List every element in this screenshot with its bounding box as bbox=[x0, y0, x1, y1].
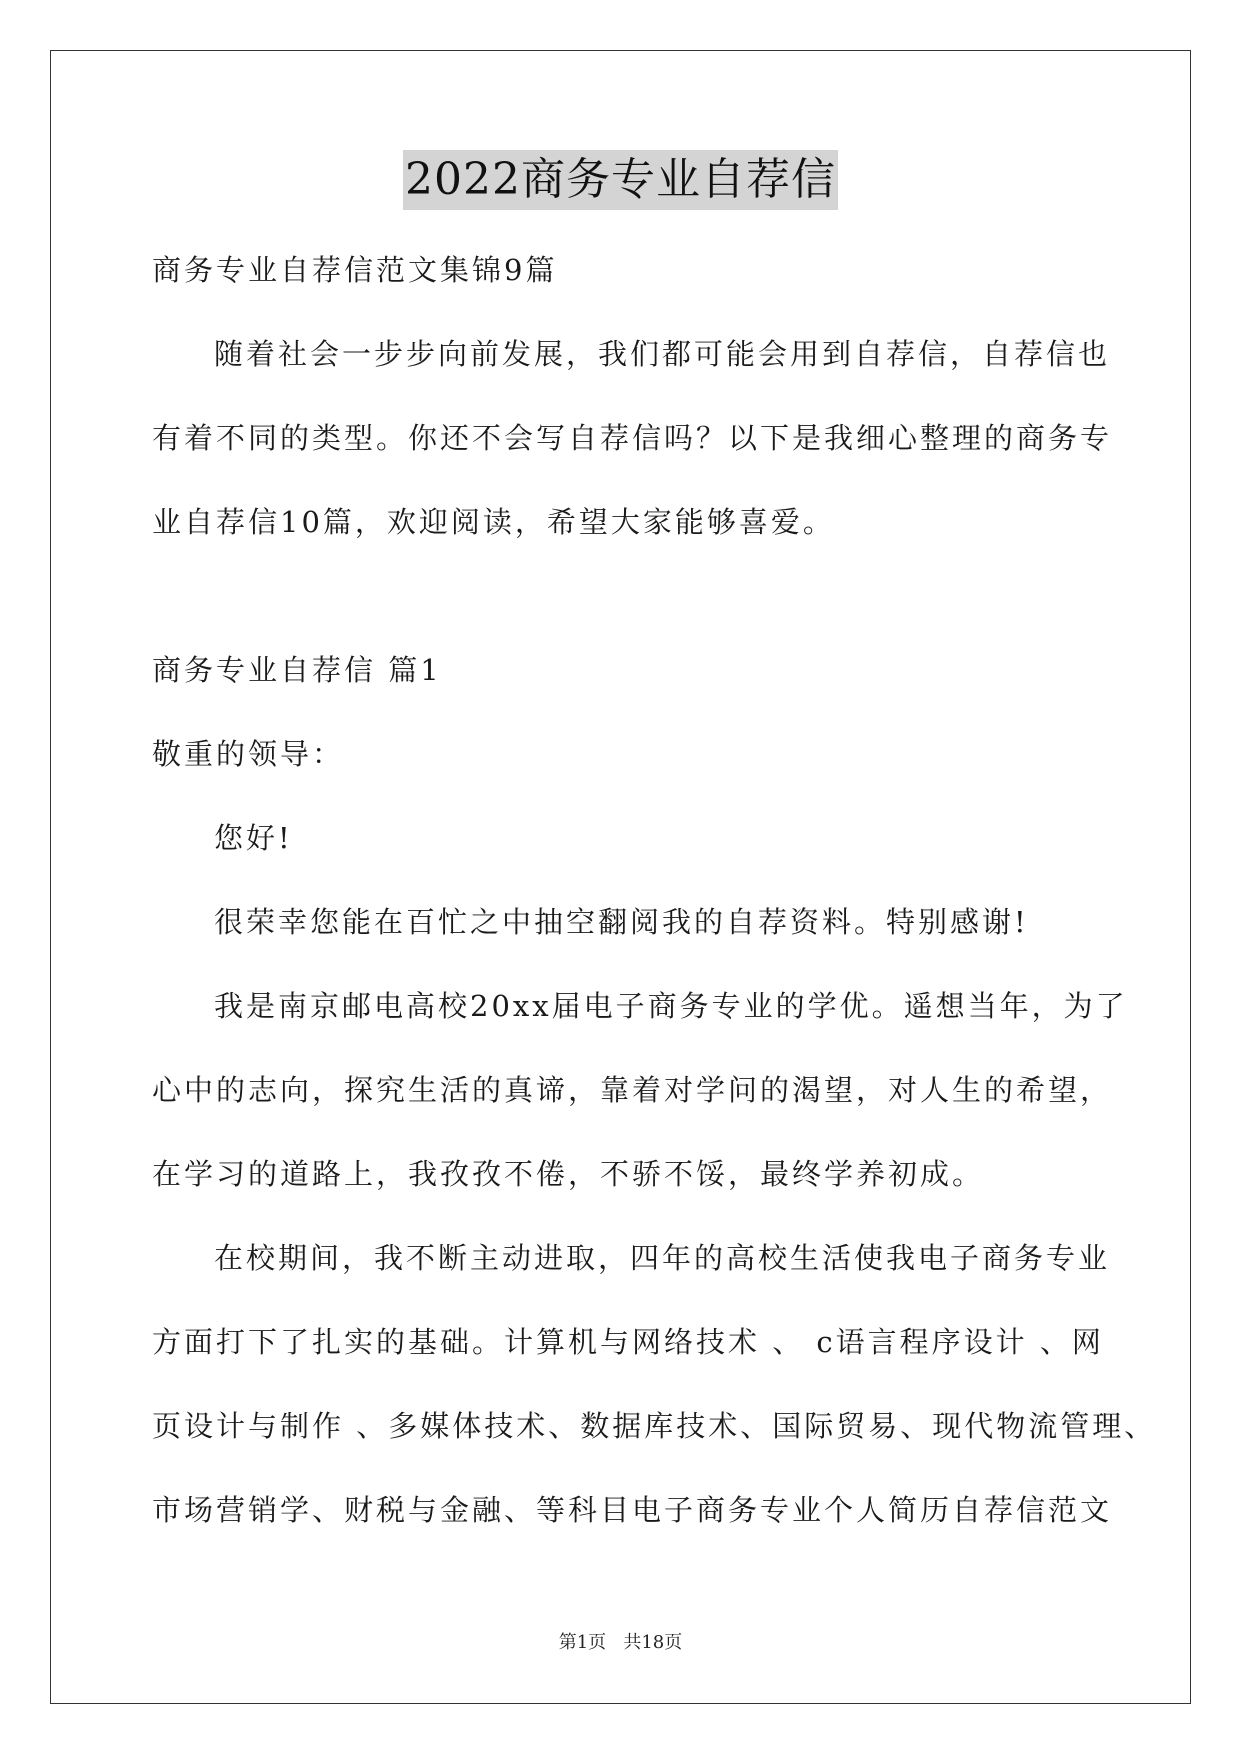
salutation: 敬重的领导： bbox=[152, 737, 345, 771]
paragraph-line: 在校期间，我不断主动进取，四年的高校生活使我电子商务专业 bbox=[214, 1241, 1111, 1275]
paragraph-line: 市场营销学、财税与金融、等科目电子商务专业个人简历自荐信范文 bbox=[152, 1493, 1113, 1527]
subtitle-line: 商务专业自荐信范文集锦9篇 bbox=[152, 253, 558, 287]
paragraph-line: 心中的志向，探究生活的真谛，靠着对学问的渴望，对人生的希望， bbox=[152, 1073, 1113, 1107]
document-body bbox=[152, 228, 1157, 1552]
document-title: 2022商务专业自荐信 bbox=[403, 150, 838, 210]
intro-paragraph-line: 随着社会一步步向前发展，我们都可能会用到自荐信，自荐信也 bbox=[214, 337, 1111, 371]
section-spacer bbox=[152, 564, 1092, 628]
paragraph-line: 方面打下了扎实的基础。计算机与网络技术 、 c语言程序设计 、网 bbox=[152, 1325, 1104, 1359]
title-container bbox=[0, 150, 1241, 210]
greeting: 您好! bbox=[214, 821, 293, 855]
paragraph-line: 在学习的道路上，我孜孜不倦，不骄不馁，最终学养初成。 bbox=[152, 1157, 985, 1191]
section-heading: 商务专业自荐信 篇1 bbox=[152, 653, 442, 687]
paragraph-line: 页设计与制作 、多媒体技术、数据库技术、国际贸易、现代物流管理、 bbox=[152, 1409, 1157, 1443]
paragraph-line: 我是南京邮电高校20xx届电子商务专业的学优。遥想当年，为了 bbox=[214, 989, 1128, 1023]
intro-paragraph-line: 有着不同的类型。你还不会写自荐信吗？以下是我细心整理的商务专 bbox=[152, 421, 1113, 455]
paragraph-line: 很荣幸您能在百忙之中抽空翻阅我的自荐资料。特别感谢! bbox=[214, 905, 1029, 939]
page-footer: 第1页 共18页 bbox=[558, 1632, 683, 1653]
intro-paragraph-line: 业自荐信10篇，欢迎阅读，希望大家能够喜爱。 bbox=[152, 505, 835, 539]
